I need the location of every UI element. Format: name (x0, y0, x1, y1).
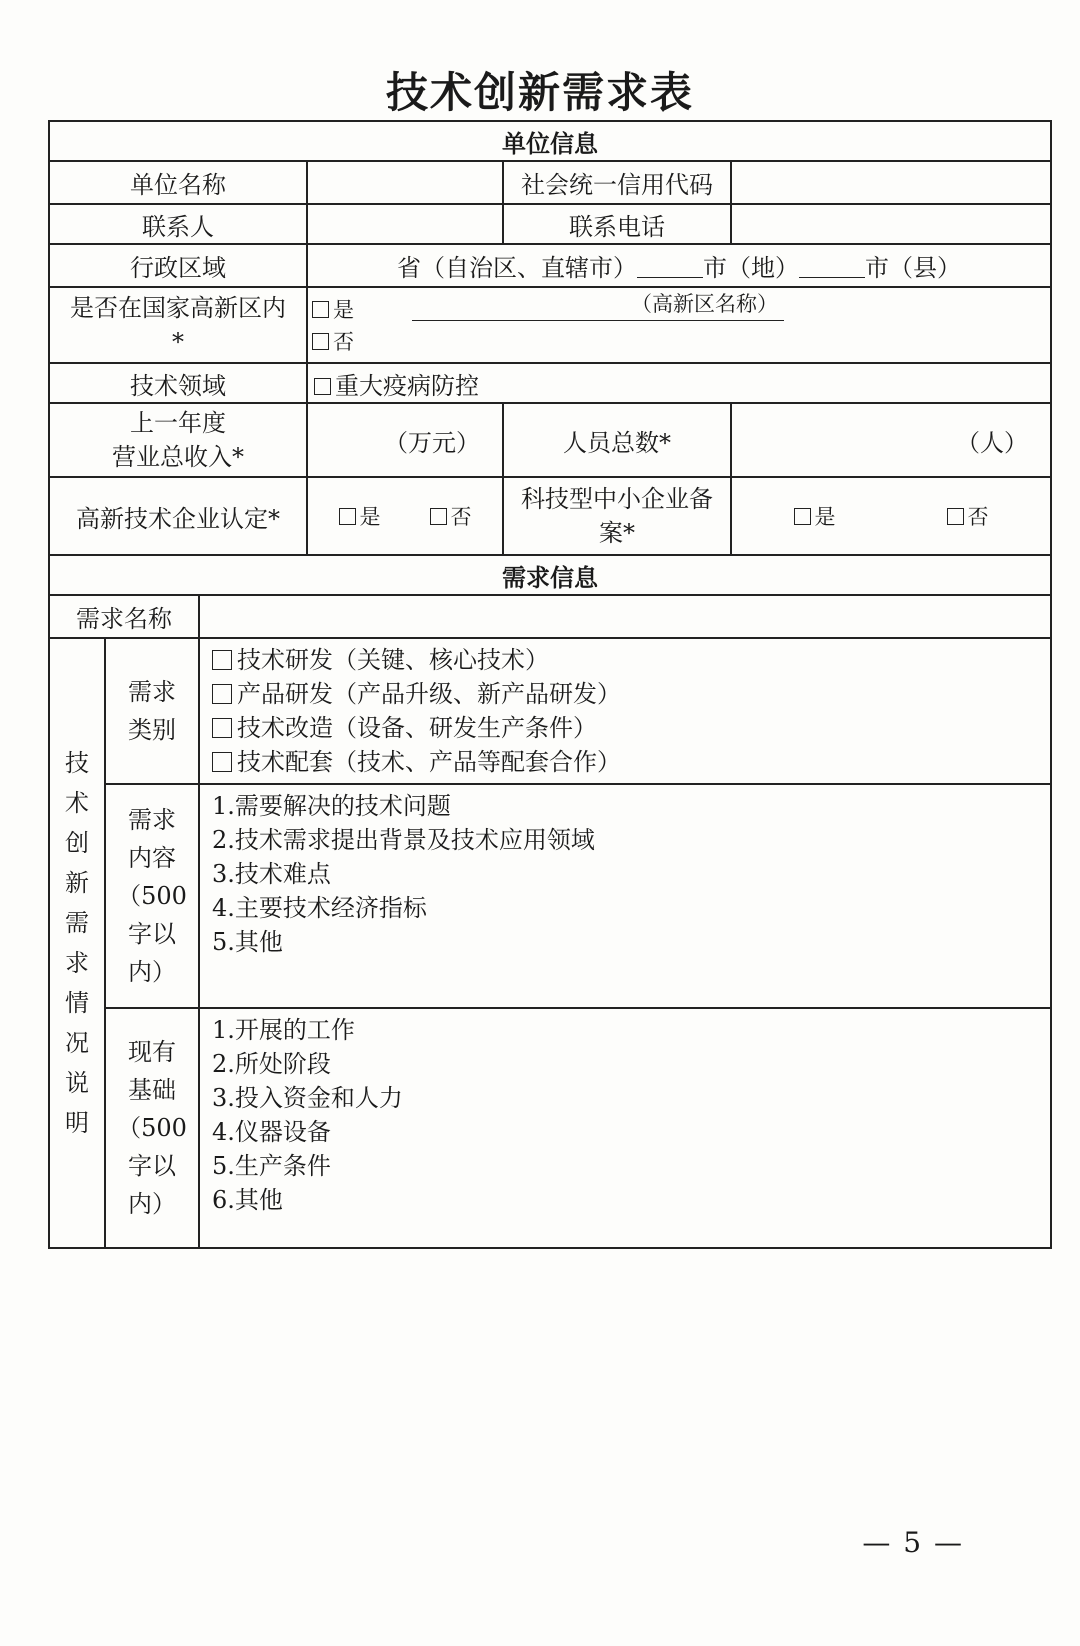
staff-unit: （人） (956, 428, 1029, 457)
demand-form-table (48, 120, 1052, 1249)
page-number: — 5 — (862, 1526, 964, 1559)
category-options (199, 638, 1051, 784)
hte-no-option[interactable]: 否 (430, 501, 472, 531)
checkbox-icon[interactable] (312, 333, 329, 350)
contact-label: 联系人 (49, 204, 307, 244)
basis-field[interactable]: 1.开展的工作 2.所处阶段 3.投入资金和人力 4.仪器设备 5.生产条件 6.其他 (199, 1008, 1051, 1248)
city-blank[interactable] (637, 255, 703, 278)
zone-name-blank[interactable] (412, 294, 784, 321)
credit-code-label: 社会统一信用代码 (503, 161, 731, 204)
phone-field[interactable] (731, 204, 1051, 244)
revenue-unit: （万元） (384, 428, 480, 457)
contact-field[interactable] (307, 204, 503, 244)
checkbox-icon[interactable] (430, 508, 447, 525)
county-text: 市（县） (865, 254, 962, 282)
checkbox-icon[interactable] (212, 684, 232, 704)
checkbox-icon[interactable] (212, 718, 232, 738)
checkbox-icon[interactable] (312, 301, 329, 318)
category-label: 需求 类别 (105, 638, 199, 784)
credit-code-field[interactable] (731, 161, 1051, 204)
unit-name-label: 单位名称 (49, 161, 307, 204)
demand-name-field[interactable] (199, 595, 1051, 638)
staff-label: 人员总数* (503, 403, 731, 477)
zone-yes-option[interactable]: 是 (312, 294, 354, 324)
sme-options (731, 477, 1051, 555)
tech-field-label: 技术领域 (49, 363, 307, 403)
tech-field-option[interactable]: 重大疫病防控 (307, 363, 1051, 403)
checkbox-icon[interactable] (212, 752, 232, 772)
region-label: 行政区域 (49, 244, 307, 287)
staff-field[interactable] (731, 403, 1051, 477)
content-field[interactable]: 1.需要解决的技术问题 2.技术需求提出背景及技术应用领域 3.技术难点 4.主要技术经济指标 5.其他 (199, 784, 1051, 1008)
category-option[interactable]: 产品研发（产品升级、新产品研发） (212, 677, 1044, 711)
hte-options (307, 477, 503, 555)
checkbox-icon[interactable] (212, 650, 232, 670)
checkbox-icon[interactable] (339, 508, 356, 525)
region-field[interactable] (307, 244, 1051, 287)
unit-name-field[interactable] (307, 161, 503, 204)
zone-no-option[interactable]: 否 (312, 326, 354, 356)
revenue-field[interactable] (307, 403, 503, 477)
city-text: 市（地） (703, 254, 800, 282)
unit-info-header: 单位信息 (49, 121, 1051, 161)
zone-name-hint: （高新区名称） (631, 292, 778, 316)
demand-info-header: 需求信息 (49, 555, 1051, 595)
content-label: 需求 内容 （500 字以 内） (105, 784, 199, 1008)
demand-name-label: 需求名称 (49, 595, 199, 638)
hte-yes-option[interactable]: 是 (339, 501, 381, 531)
demand-description-side-label: 技 术 创 新 需 求 情 况 说 明 (49, 638, 105, 1248)
basis-label: 现有 基础 （500 字以 内） (105, 1008, 199, 1248)
checkbox-icon[interactable] (794, 508, 811, 525)
high-tech-zone-field (307, 287, 1051, 363)
category-option[interactable]: 技术改造（设备、研发生产条件） (212, 711, 1044, 745)
phone-label: 联系电话 (503, 204, 731, 244)
sme-label: 科技型中小企业备 案* (503, 477, 731, 555)
hte-label: 高新技术企业认定* (49, 477, 307, 555)
checkbox-icon[interactable] (947, 508, 964, 525)
revenue-label: 上一年度 营业总收入* (49, 403, 307, 477)
category-option[interactable]: 技术研发（关键、核心技术） (212, 643, 1044, 677)
high-tech-zone-label: 是否在国家高新区内 * (49, 287, 307, 363)
sme-yes-option[interactable]: 是 (794, 501, 836, 531)
sme-no-option[interactable]: 否 (947, 501, 989, 531)
county-blank[interactable] (799, 255, 865, 278)
category-option[interactable]: 技术配套（技术、产品等配套合作） (212, 745, 1044, 779)
form-title: 技术创新需求表 (385, 68, 694, 117)
checkbox-icon[interactable] (314, 378, 331, 395)
province-text: 省（自治区、直辖市） (397, 254, 638, 282)
